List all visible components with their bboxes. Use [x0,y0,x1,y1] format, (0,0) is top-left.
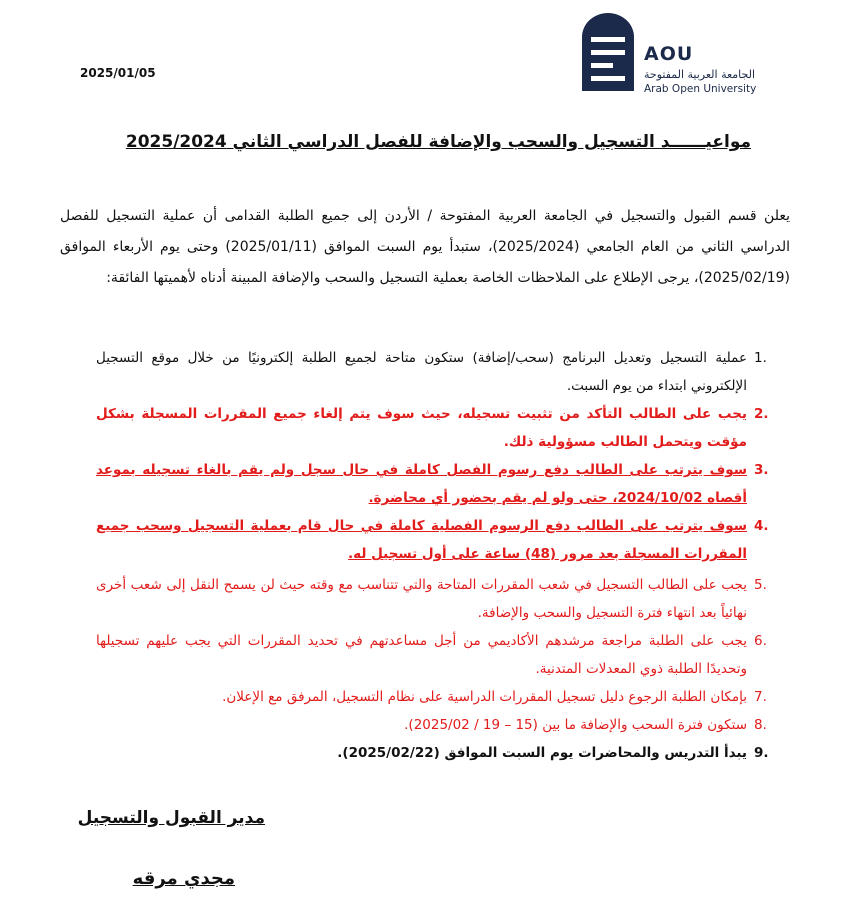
list-item-number: 5. [754,577,767,593]
list-item-number: 9. [754,745,769,761]
list-item-text: عملية التسجيل وتعديل البرنامج (سحب/إضافة) ستكون متاحة لجميع الطلبة إلكترونيًا من خلال موقع التسجيل الإلكتروني ابتداء من يوم السبت. [96,350,747,394]
list-item-number: 8. [754,717,767,733]
signature-role: مدير القبول والتسجيل [77,808,265,828]
list-item-text: يجب على الطالب التأكد من تثبيت تسجيله، حيث سوف يتم إلغاء جميع المقررات المسجلة بشكل مؤقت ويتحمل الطالب مسؤولية ذلك. [96,406,747,450]
university-logo [582,13,782,95]
list-item-number: 6. [754,633,767,649]
list-item-number: 1. [754,350,767,366]
list-item [96,571,767,627]
list-item-number: 3. [754,462,769,478]
list-item-text: يبدأ التدريس والمحاضرات يوم السبت الموافق (2025/02/22). [337,745,747,761]
document-title: مواعيــــــد التسجيل والسحب والإضافة للفصل الدراسي الثاني 2025/2024 [125,132,751,152]
list-item [96,344,767,400]
list-item [96,512,769,568]
list-item-text: سوف يترتب على الطالب دفع رسوم الفصل كاملة في حال سجل ولم يقم بالغاء تسجيله بموعد أقصاه 2024/10/02، حتى ولو لم يقم بحضور أي محاضرة. [96,462,747,506]
list-item-number: 7. [754,689,767,705]
list-item-text: يجب على الطلبة مراجعة مرشدهم الأكاديمي من أجل مساعدتهم في تحديد المقررات التي يجب عليهم تسجيلها وتحديدًا الطلبة ذوي المعدلات المتدنية. [96,633,747,677]
list-item-number: 2. [754,406,769,422]
list-item-text: يجب على الطالب التسجيل في شعب المقررات المتاحة والتي تتناسب مع وقته حيث لن يسمح النقل إلى شعب أخرى نهائياً بعد انتهاء فترة التسجيل والسحب والإضافة. [96,577,747,621]
list-item [96,711,767,739]
list-item-text: ستكون فترة السحب والإضافة ما بين (15 – 19 / 2025/02). [404,717,747,733]
list-item [96,456,769,512]
list-item [96,683,767,711]
notes-list [96,344,769,767]
logo-name-arabic: الجامعة العربية المفتوحة [644,68,756,81]
document-date: 2025/01/05 [80,66,156,80]
aou-logo-icon [582,13,634,91]
list-item-number: 4. [754,518,769,534]
list-item-text: سوف يترتب على الطالب دفع الرسوم الفصلية كاملة في حال قام بعملية التسجيل وسحب جميع المقررات المسجلة بعد مرور (48) ساعة على أول تسجيل له. [96,518,747,562]
intro-paragraph: يعلن قسم القبول والتسجيل في الجامعة العربية المفتوحة / الأردن إلى جميع الطلبة القدامى أن عملية التسجيل للفصل الدراسي الثاني من العام الجامعي (2025/2024)، ستبدأ يوم السبت الموافق (2025/01/11) وحتى يوم الأربعاء الموافق (2025/02/19)، يرجى الإطلاع على الملاحظات الخاصة بعملية التسجيل والسحب والإضافة المبينة أدناه لأهميتها الفائقة: [60,208,791,286]
signature-name: مجدي مرقه [132,868,235,889]
logo-name-english: Arab Open University [644,83,757,95]
logo-abbreviation: AOU [644,43,694,65]
list-item-text: بإمكان الطلبة الرجوع دليل تسجيل المقررات الدراسية على نظام التسجيل، المرفق مع الإعلان. [222,689,747,705]
list-item [96,627,767,683]
list-item [96,400,769,456]
list-item [96,739,769,767]
